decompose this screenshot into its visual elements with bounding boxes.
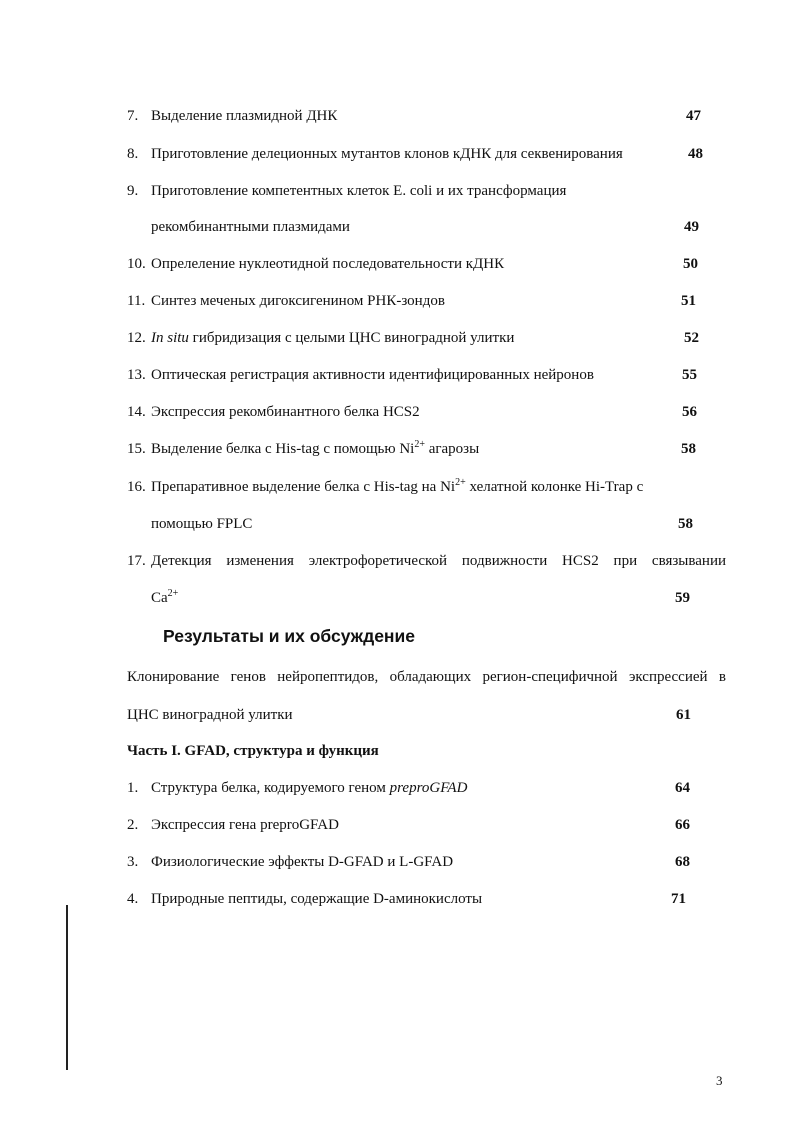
toc-page: 59 bbox=[675, 590, 690, 606]
toc-text: Приготовление делеционных мутантов клонов кДНК для секвенирования bbox=[151, 146, 623, 162]
toc-text: Детекция изменения электрофоретической подвижности HCS2 при связывании bbox=[151, 553, 726, 569]
toc-text-a: Структура белка, кодируемого геном bbox=[151, 780, 386, 796]
toc-text: Экспрессия гена preproGFAD bbox=[151, 817, 339, 833]
toc-text: Опрелеление нуклеотидной последовательности кДНК bbox=[151, 256, 505, 272]
toc-text: Выделение плазмидной ДНК bbox=[151, 108, 338, 124]
toc-text: рекомбинантными плазмидами bbox=[151, 219, 350, 235]
superscript: 2+ bbox=[167, 588, 179, 599]
toc-number: 12. bbox=[127, 330, 146, 346]
toc-page: 58 bbox=[678, 516, 693, 532]
toc-page: 66 bbox=[675, 817, 690, 833]
toc-number: 3. bbox=[127, 854, 139, 870]
toc-page: 64 bbox=[675, 780, 690, 796]
toc-text bbox=[151, 779, 467, 797]
toc-page: 71 bbox=[671, 891, 686, 907]
toc-page: 47 bbox=[686, 108, 701, 124]
toc-text bbox=[151, 440, 479, 458]
toc-number: 7. bbox=[127, 108, 139, 124]
toc-text-a: Ca bbox=[151, 590, 168, 606]
toc-text-a: Выделение белка с His-tag с помощью Ni bbox=[151, 441, 415, 457]
toc-page: 50 bbox=[683, 256, 698, 272]
toc-page: 52 bbox=[684, 330, 699, 346]
superscript: 2+ bbox=[414, 439, 425, 450]
toc-text: Оптическая регистрация активности идентифицированных нейронов bbox=[151, 367, 594, 383]
toc-page: 56 bbox=[682, 404, 697, 420]
superscript: 2+ bbox=[455, 477, 466, 488]
toc-number: 13. bbox=[127, 367, 146, 383]
toc-page: 55 bbox=[682, 367, 697, 383]
toc-text: Приготовление компетентных клеток E. coli и их трансформация bbox=[151, 183, 567, 199]
toc-number: 1. bbox=[127, 780, 139, 796]
toc-number: 4. bbox=[127, 891, 139, 907]
toc-page: 61 bbox=[676, 707, 691, 723]
toc-number: 11. bbox=[127, 293, 146, 309]
toc-number: 14. bbox=[127, 404, 146, 420]
section-title: Результаты и их обсуждение bbox=[163, 626, 415, 646]
part-title: Часть I. GFAD, структура и функция bbox=[127, 743, 379, 759]
scan-margin-line bbox=[66, 905, 68, 1070]
toc-page: 49 bbox=[684, 219, 699, 235]
toc-text-italic: In situ bbox=[151, 330, 189, 346]
toc-number: 17. bbox=[127, 553, 146, 569]
intro-line: Клонирование генов нейропептидов, обладающих регион-специфичной экспрессией в bbox=[127, 669, 726, 685]
toc-text bbox=[151, 478, 643, 496]
page-number: 3 bbox=[716, 1073, 723, 1088]
toc-text: Физиологические эффекты D-GFAD и L-GFAD bbox=[151, 854, 454, 870]
intro-line: ЦНС виноградной улитки bbox=[127, 707, 293, 723]
toc-text-a: Препаративное выделение белка с His-tag на Ni bbox=[151, 479, 456, 495]
toc-text-rest: гибридизация с целыми ЦНС виноградной улитки bbox=[192, 330, 515, 346]
toc-number: 2. bbox=[127, 817, 139, 833]
toc-number: 16. bbox=[127, 479, 146, 495]
toc-text: Синтез меченых дигоксигенином РНК-зондов bbox=[151, 293, 445, 309]
toc-page: 48 bbox=[688, 146, 703, 162]
toc-text bbox=[151, 329, 514, 347]
toc-text-b: агарозы bbox=[428, 441, 480, 457]
toc-number: 15. bbox=[127, 441, 146, 457]
toc-page: 68 bbox=[675, 854, 690, 870]
toc-number: 8. bbox=[127, 146, 139, 162]
toc-text: Экспрессия рекомбинантного белка HCS2 bbox=[151, 404, 420, 420]
toc-page: 51 bbox=[681, 293, 696, 309]
toc-text bbox=[151, 589, 178, 607]
toc-text: Природные пептиды, содержащие D-аминокислоты bbox=[151, 891, 483, 907]
toc-number: 9. bbox=[127, 183, 139, 199]
toc-text-italic: preproGFAD bbox=[389, 780, 468, 796]
toc-page: 58 bbox=[681, 441, 696, 457]
toc-number: 10. bbox=[127, 256, 146, 272]
toc-text: помощью FPLC bbox=[151, 516, 253, 532]
toc-text-b: хелатной колонке Hi-Trap с bbox=[469, 479, 644, 495]
